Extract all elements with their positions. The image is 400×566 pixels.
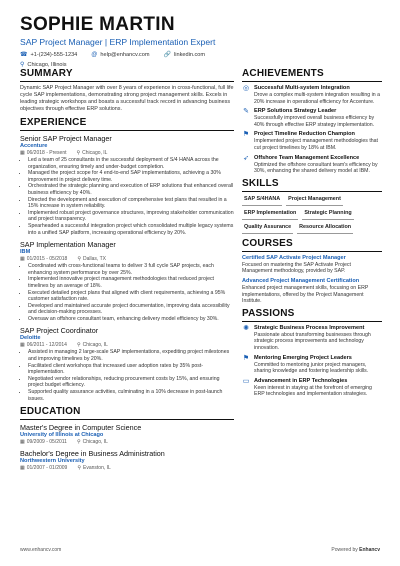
achievement-title: Successful Multi-system Integration (254, 85, 350, 91)
job-title: SAP Implementation Manager (20, 240, 116, 250)
passion-title: Strategic Business Process Improvement (254, 324, 365, 331)
passion-desc: Keen interest in staying at the forefront of emerging ERP technologies and implementation strategies. (254, 384, 372, 398)
school-name: University of Illinois at Chicago (20, 432, 104, 439)
job-bullet: • Implemented innovative project management methodologies that reduced project timelines by an average of 18%. (28, 276, 234, 289)
course-desc: Enhanced project management skills, focusing on ERP implementations, offered by the Project Management Institute. (242, 284, 369, 305)
location-pin-icon: ⚲ (76, 439, 81, 446)
achievement-title: Project Timeline Reduction Champion (254, 131, 355, 138)
job-bullet: • Executed detailed project plans that aligned with client requirements, achieving a 95% customer satisfaction rate. (28, 290, 234, 303)
passion-item (242, 378, 382, 398)
skills-heading: SKILLS (242, 178, 382, 192)
brand-logo: Enhancv (359, 547, 380, 553)
education-location: Chicago, IL (82, 439, 108, 446)
calendar-icon: ▦ (20, 342, 25, 349)
job-dates: 06/2011 - 12/2014 (26, 342, 67, 349)
achievement-desc: Successfully improved overall business efficiency by 40% through effective ERP strategy implementation. (254, 115, 375, 128)
achievement-title: Offshore Team Management Excellence (254, 154, 360, 161)
skill-tag: ERP Implementation (242, 209, 298, 220)
achievement-desc: Optimized the offshore consultant team's efficiency by 30%, enhancing the shared delivery model at IBM. (254, 161, 378, 175)
passions-heading: PASSIONS (242, 308, 382, 322)
laptop-icon: ▭ (242, 377, 250, 385)
target-icon: ◎ (242, 85, 250, 92)
education-meta (20, 465, 234, 472)
location-pin-icon: ⚲ (76, 342, 81, 349)
achievement-item (242, 131, 382, 151)
job-bullet: • Assisted in managing 2 large-scale SAP implementations, expediting project milestones and improving timelines by 20%. (28, 349, 234, 362)
contact-row (20, 51, 380, 59)
job-bullet: • Coordinated with cross-functional teams to deliver 3 full cycle SAP projects, each enhancing system performance by over 25%. (28, 263, 234, 276)
courses-heading: COURSES (242, 238, 382, 252)
job-bullets (20, 157, 234, 236)
education-location: Evanston, IL (83, 465, 111, 472)
company-name: IBM (20, 249, 31, 256)
phone: +1-(234)-555-1234 (30, 52, 78, 58)
school-name: Northwestern University (20, 458, 85, 465)
job-location: Chicago, IL (82, 150, 108, 156)
location-pin-icon: ⚲ (77, 256, 81, 263)
education-dates: 01/2007 - 01/2009 (26, 465, 68, 472)
job-bullet: • Developed and maintained accurate project documentation, improving data accessibility and decision-making processes. (28, 303, 234, 316)
job-title: SAP Project Coordinator (20, 326, 99, 336)
experience-heading: EXPERIENCE (20, 117, 234, 131)
footer-website[interactable]: www.enhancv.com (20, 547, 62, 553)
job-bullet: • Directed the development and execution of comprehensive test plans that resulted in a 15% increase in system reliability. (28, 197, 234, 210)
candidate-role: SAP Project Manager | ERP Implementation Expert (20, 37, 216, 47)
right-column (242, 68, 382, 401)
job-title: Senior SAP Project Manager (20, 134, 112, 143)
education-heading: EDUCATION (20, 406, 234, 420)
degree: Bachelor's Degree in Business Administration (20, 449, 165, 459)
skill-tag: Resource Allocation (297, 223, 353, 234)
job-bullet: • Oversaw an offshore consultant team, enhancing delivery model efficiency by 30%. (28, 316, 234, 323)
calendar-icon: ▦ (20, 465, 25, 472)
skill-tag: Project Management (286, 195, 343, 206)
job-entry (20, 326, 234, 402)
job-bullet: • Facilitated client workshops that increased user adoption rates by 35% post-implementation. (28, 363, 234, 376)
job-meta (20, 256, 234, 263)
skill-tag: Strategic Planning (302, 209, 353, 220)
location-pin-icon: ⚲ (77, 465, 81, 472)
job-dates: 01/2015 - 05/2018 (26, 256, 68, 263)
job-bullets (20, 349, 234, 402)
flag-icon: ⚑ (242, 131, 250, 139)
footer-brand (331, 547, 380, 553)
location: Chicago, Illinois (27, 61, 67, 68)
job-entry (20, 240, 234, 322)
job-dates: 06/2018 - Present (26, 150, 67, 156)
education-dates: 09/2009 - 05/2011 (26, 439, 67, 446)
left-column (20, 68, 234, 475)
company-name: Accenture (20, 143, 48, 149)
job-bullet: • Implemented robust project governance structures, improving stakeholder communication and project transparency. (28, 210, 234, 223)
course-desc: Focused on mastering the SAP Activate Project Management methodology, provided by SAP. (242, 261, 351, 275)
resume-header (20, 14, 380, 68)
skills-list (242, 195, 382, 234)
location-pin-icon: ⚲ (20, 62, 25, 68)
at-icon: @ (91, 52, 98, 58)
calendar-icon: ▦ (20, 150, 25, 156)
course-item (242, 278, 382, 305)
job-entry (20, 134, 234, 236)
skill-tag: SAP S/4HANA (242, 195, 282, 206)
summary-heading: SUMMARY (20, 68, 234, 82)
phone-icon: ☎ (20, 52, 28, 58)
achievement-item (242, 108, 382, 128)
rocket-icon: ➶ (243, 154, 249, 162)
summary-text: Dynamic SAP Project Manager with over 8 years of experience in cross-functional, full life cycle SAP implementations, demonstrating strong project management skills. Excels in leading strategic workshops and boasts a successful track record in advancing business objectives through effective ERP solutions. (20, 85, 234, 112)
company-name: Deloitte (20, 335, 41, 342)
passion-desc: Committed to mentoring junior project managers, sharing knowledge and fostering leadership skills. (254, 361, 369, 375)
achievement-desc: Implemented project management methodologies that cut project timelines by 18% at IBM. (254, 138, 378, 151)
job-location: Chicago, IL (82, 342, 108, 349)
job-bullet: • Orchestrated the strategic planning and execution of ERP solutions that enhanced overall business efficiency by 40%. (28, 183, 234, 196)
passion-title: Mentoring Emerging Project Leaders (254, 354, 352, 361)
job-bullet: • Supported quality assurance activities, culminating in a 10% decrease in post-launch issues. (28, 389, 234, 402)
job-bullet: • Spearheaded a successful integration project which consolidated multiple legacy systems into a unified SAP platform, increasing operational efficiency by 20%. (28, 223, 234, 236)
linkedin-link[interactable]: linkedin.com (173, 52, 206, 58)
passion-item (242, 355, 382, 375)
job-meta (20, 150, 234, 157)
job-bullets (20, 263, 234, 322)
passion-item (242, 325, 382, 352)
calendar-icon: ▦ (20, 439, 25, 446)
course-item (242, 255, 382, 275)
education-meta (20, 439, 234, 446)
education-entry (20, 449, 234, 472)
achievement-item (242, 155, 382, 175)
course-title: Certified SAP Activate Project Manager (242, 254, 346, 261)
job-location: Dallas, TX (83, 256, 106, 263)
page-footer (20, 547, 380, 553)
email-link[interactable]: help@enhancv.com (100, 52, 150, 58)
education-entry (20, 423, 234, 446)
job-bullet: • Led a team of 25 consultants in the successful deployment of S/4 HANA across the organization, ensuring timely and under-budget completion. (28, 157, 234, 170)
candidate-name: SOPHIE MARTIN (20, 14, 175, 35)
skill-tag: Quality Assurance (242, 223, 293, 234)
passion-desc: Passionate about transforming businesses through strategic process improvements and technology innovation. (254, 331, 371, 351)
pencil-icon: ✎ (243, 108, 249, 116)
location-pin-icon: ⚲ (76, 150, 81, 156)
achievement-desc: Drove a complex multi-system integration resulting in a 20% increase in operational efficiency for Accenture. (254, 92, 380, 105)
achievement-item (242, 85, 382, 105)
course-title: Advanced Project Management Certification (242, 277, 360, 284)
job-bullet: • Negotiated vendor relationships, reducing procurement costs by 15%, and ensuring project budget efficiency. (28, 376, 234, 389)
job-meta (20, 342, 234, 349)
achievements-heading: ACHIEVEMENTS (242, 68, 382, 82)
calendar-icon: ▦ (20, 256, 25, 263)
passion-title: Advancement in ERP Technologies (254, 377, 348, 384)
powered-by-label: Powered by (331, 547, 358, 553)
flag-icon: ⚑ (242, 354, 250, 362)
achievement-title: ERP Solutions Strategy Leader (254, 108, 337, 115)
link-icon: 🔗 (163, 52, 171, 58)
job-bullet: • Managed the project scope for 4 end-to-end SAP implementations, achieving a 30% improvement in project delivery time. (28, 170, 234, 183)
bulb-icon: ✺ (243, 324, 249, 332)
degree: Master's Degree in Computer Science (20, 423, 142, 433)
location-row (20, 61, 380, 68)
